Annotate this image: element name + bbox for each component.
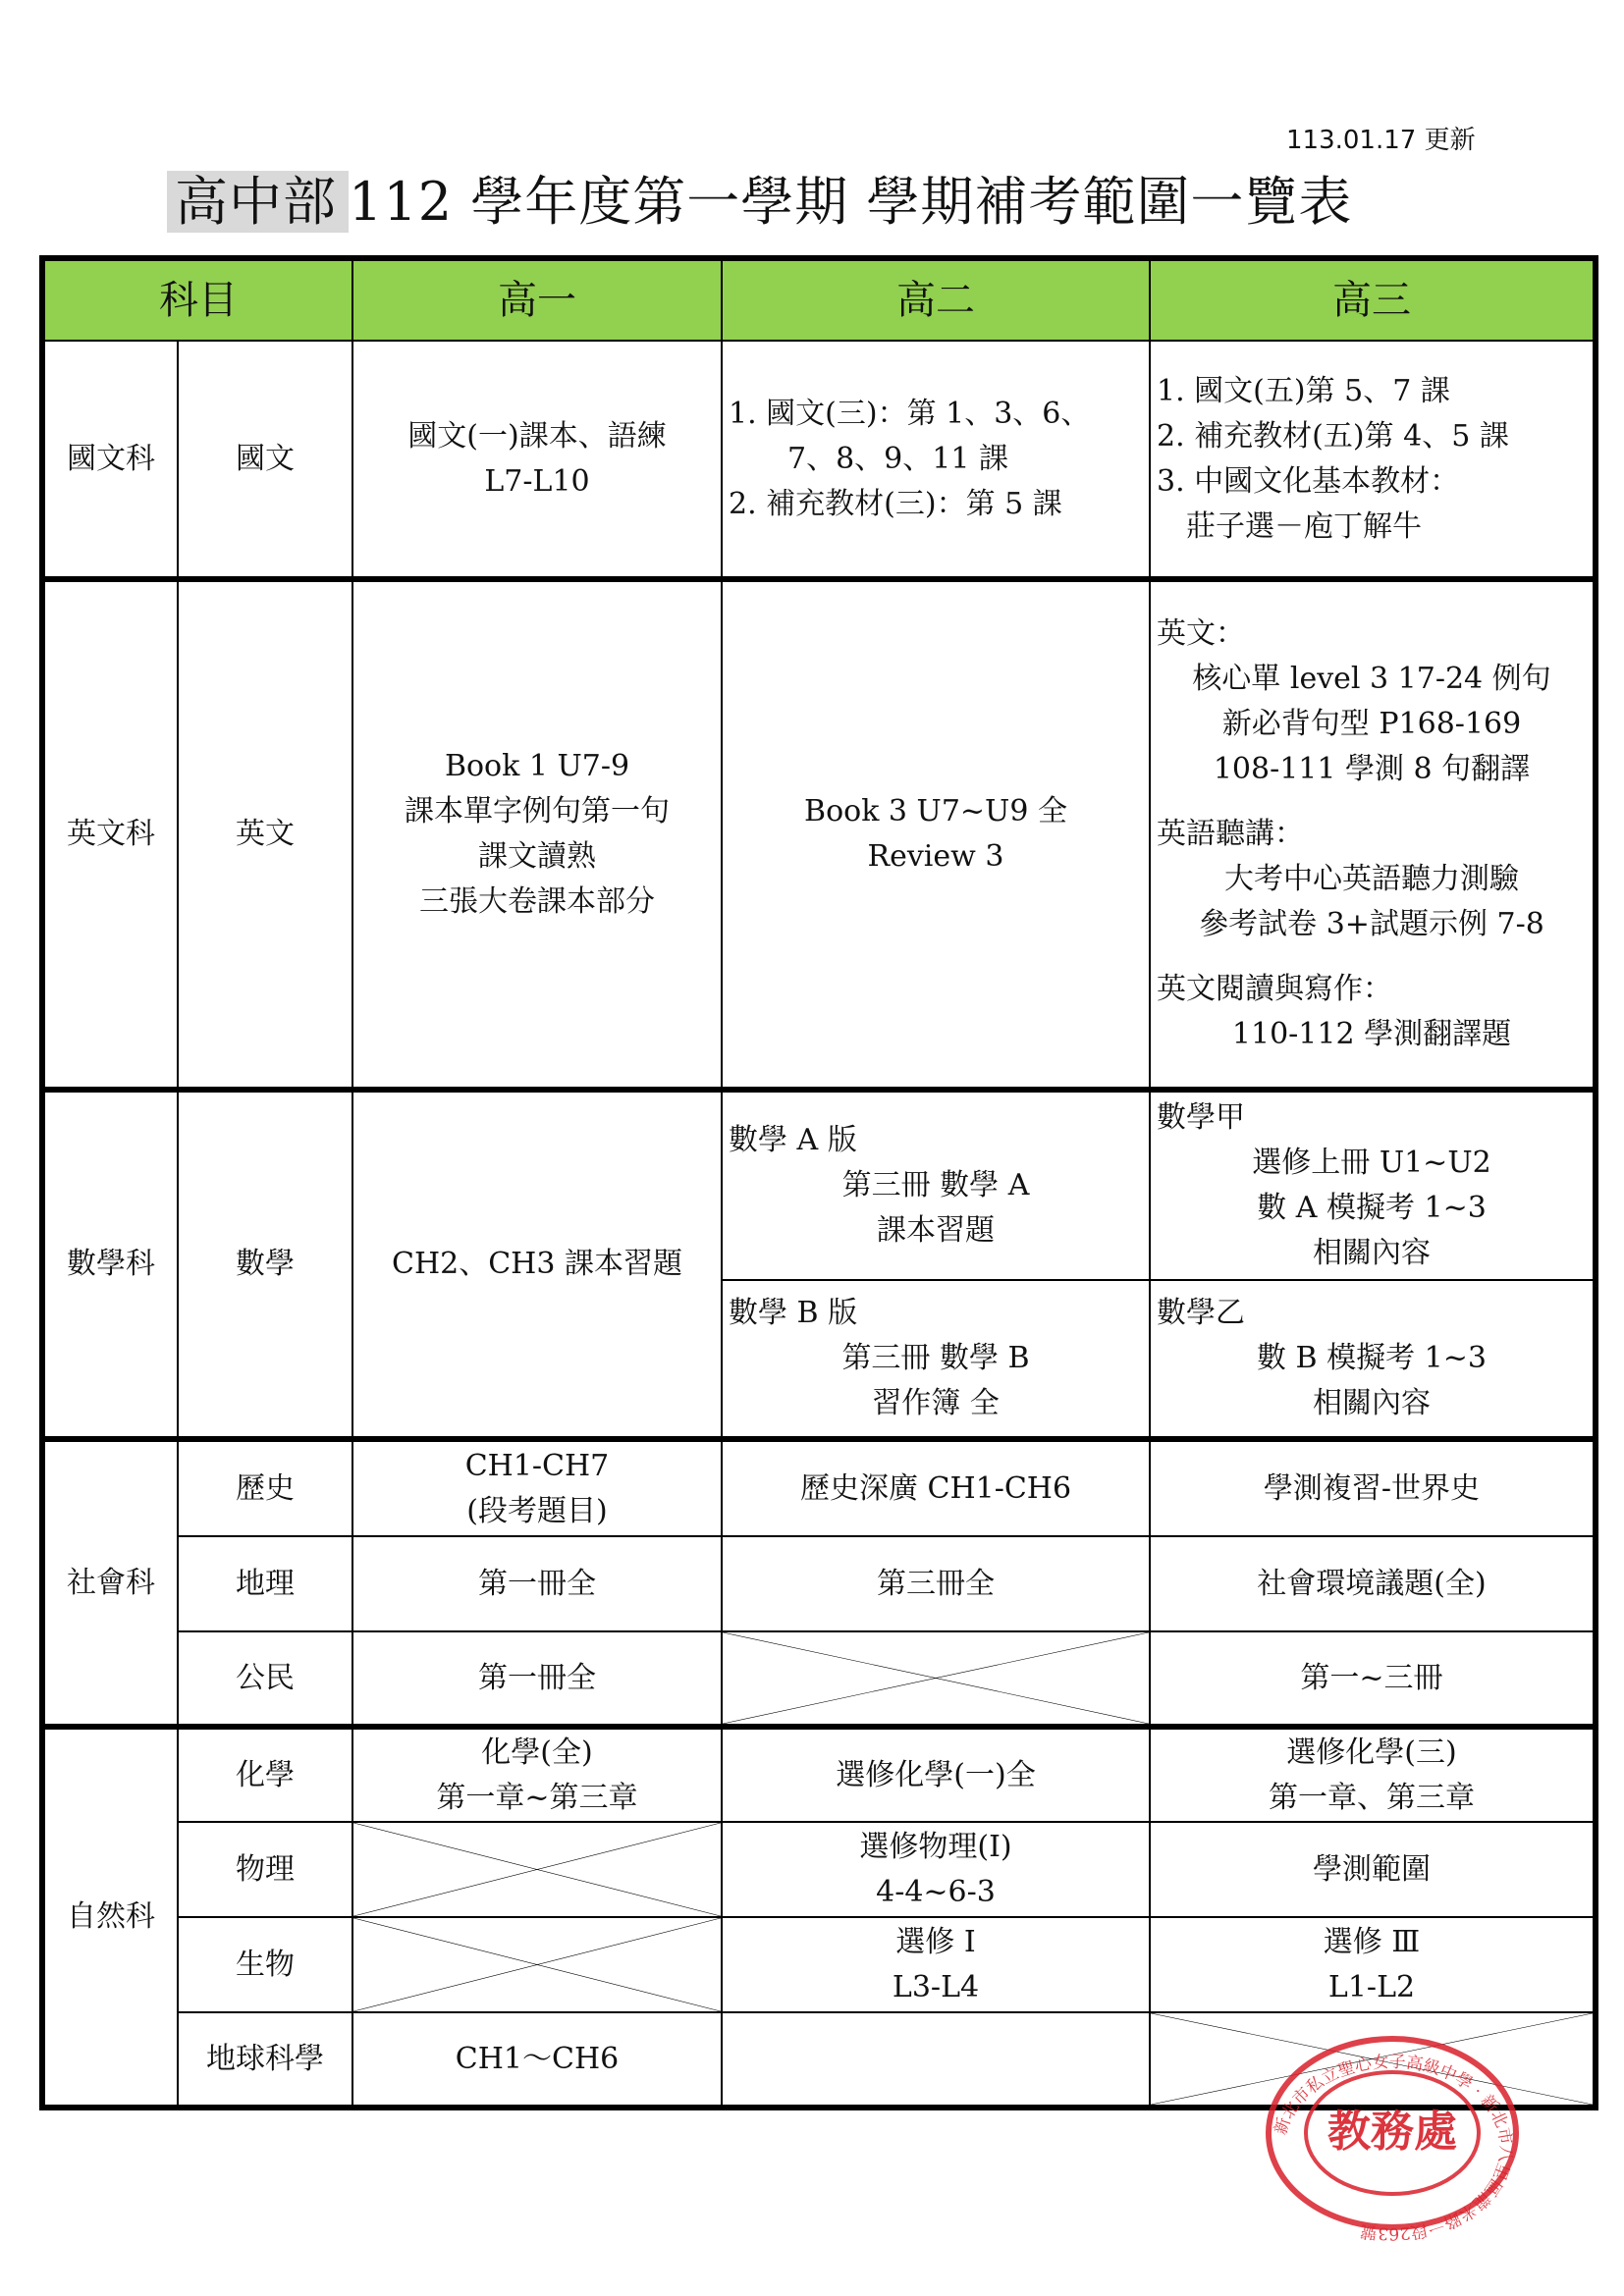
math-g1: CH2、CH3 課本習題 (352, 1090, 722, 1439)
seal-center-text: 教務處 (1327, 2107, 1457, 2157)
english-g3-heading-1: 英文： (1157, 616, 1245, 651)
math-g3-a (1150, 1090, 1596, 1280)
subject-civics: 公民 (178, 1631, 352, 1727)
row-history (42, 1439, 1596, 1536)
earth-science-g1: CH1～CH6 (352, 2012, 722, 2108)
english-g3-heading-3: 英文閱讀與寫作： (1157, 972, 1392, 1006)
history-g2: 歷史深廣 CH1-CH6 (722, 1439, 1150, 1536)
subject-english: 英文 (178, 579, 352, 1090)
math-g2-a-heading: 數學 A 版 (729, 1123, 857, 1157)
dept-social: 社會科 (42, 1439, 178, 1727)
subject-chinese: 國文 (178, 341, 352, 579)
physics-g2: 選修物理(I) 4-4~6-3 (722, 1822, 1150, 1917)
english-g3-heading-2: 英語聽講： (1157, 817, 1304, 851)
biology-g3: 選修 Ⅲ L1-L2 (1150, 1917, 1596, 2012)
row-chemistry (42, 1727, 1596, 1822)
page-title (167, 165, 1352, 240)
subject-physics: 物理 (178, 1822, 352, 1917)
physics-g3: 學測範圍 (1150, 1822, 1596, 1917)
math-g3-b (1150, 1280, 1596, 1439)
english-g1: Book 1 U7-9 課本單字例句第一句 課文讀熟 三張大卷課本部分 (352, 579, 722, 1090)
subject-geography: 地理 (178, 1536, 352, 1631)
history-g3: 學測複習-世界史 (1150, 1439, 1596, 1536)
header-grade-3: 高三 (1150, 258, 1596, 341)
seal-graphic (1245, 2020, 1540, 2246)
subject-chemistry: 化學 (178, 1727, 352, 1822)
header-row (42, 258, 1596, 341)
english-g2: Book 3 U7~U9 全 Review 3 (722, 579, 1150, 1090)
header-grade-2: 高二 (722, 258, 1150, 341)
title-division: 高中部 (167, 171, 349, 233)
biology-g2: 選修 Ⅰ L3-L4 (722, 1917, 1150, 2012)
geography-g3: 社會環境議題(全) (1150, 1536, 1596, 1631)
row-geography (42, 1536, 1596, 1631)
history-g1: CH1-CH7 (段考題目) (352, 1439, 722, 1536)
exam-range-table (39, 255, 1598, 2110)
math-g2-b-heading: 數學 B 版 (729, 1296, 858, 1330)
subject-math: 數學 (178, 1090, 352, 1439)
english-g3-body-2: 大考中心英語聽力測驗 參考試卷 3+試題示例 7-8 (1199, 862, 1544, 941)
earth-science-g2 (722, 2012, 1150, 2108)
math-g2-b (722, 1280, 1150, 1439)
math-g3-b-body: 數 B 模擬考 1~3 相關內容 (1257, 1341, 1487, 1420)
row-math-a (42, 1090, 1596, 1280)
update-note: 113.01.17 更新 (1286, 126, 1476, 155)
office-seal-stamp (1245, 2020, 1540, 2246)
title-main: 112 學年度第一學期 學期補考範圍一覽表 (349, 171, 1353, 233)
english-g3-body-1: 核心單 level 3 17-24 例句 新必背句型 P168-169 108-111 學測 8 句翻譯 (1192, 662, 1551, 786)
chinese-g1: 國文(一)課本、語練 L7-L10 (352, 341, 722, 579)
row-physics (42, 1822, 1596, 1917)
civics-g3: 第一~三冊 (1150, 1631, 1596, 1727)
header-subject: 科目 (42, 258, 352, 341)
math-g2-a-body: 第三冊 數學 A 課本習題 (841, 1168, 1030, 1248)
geography-g1: 第一冊全 (352, 1536, 722, 1631)
chemistry-g3: 選修化學(三) 第一章、第三章 (1150, 1727, 1596, 1822)
chinese-g2: 1. 國文(三)：第 1、3、6、 7、8、9、11 課 2. 補充教材(三)：第 5 課 (722, 341, 1150, 579)
dept-english: 英文科 (42, 579, 178, 1090)
chemistry-g1: 化學(全) 第一章~第三章 (352, 1727, 722, 1822)
dept-math: 數學科 (42, 1090, 178, 1439)
chinese-g3: 1. 國文(五)第 5、7 課 2. 補充教材(五)第 4、5 課 3. 中國文化基本教材： 莊子選－庖丁解牛 (1150, 341, 1596, 579)
dept-science: 自然科 (42, 1727, 178, 2108)
row-chinese (42, 341, 1596, 579)
seal-ring-text: 新北市私立聖心女子高級中學 · 新北市八里區龍米路一段263號 (1271, 2052, 1516, 2244)
subject-history: 歷史 (178, 1439, 352, 1536)
row-english (42, 579, 1596, 1090)
physics-g1-not-applicable (352, 1822, 722, 1917)
civics-g1: 第一冊全 (352, 1631, 722, 1727)
subject-biology: 生物 (178, 1917, 352, 2012)
geography-g2: 第三冊全 (722, 1536, 1150, 1631)
subject-earth-science: 地球科學 (178, 2012, 352, 2108)
english-g3 (1150, 579, 1596, 1090)
english-g3-body-3: 110-112 學測翻譯題 (1231, 1017, 1512, 1051)
dept-chinese: 國文科 (42, 341, 178, 579)
biology-g1-not-applicable (352, 1917, 722, 2012)
row-civics (42, 1631, 1596, 1727)
math-g2-b-body: 第三冊 數學 B 習作簿 全 (841, 1341, 1030, 1420)
civics-g2-not-applicable (722, 1631, 1150, 1727)
math-g3-b-heading: 數學乙 (1157, 1296, 1245, 1330)
math-g2-a (722, 1090, 1150, 1280)
math-g3-a-heading: 數學甲 (1157, 1100, 1245, 1135)
header-grade-1: 高一 (352, 258, 722, 341)
row-biology (42, 1917, 1596, 2012)
chemistry-g2: 選修化學(一)全 (722, 1727, 1150, 1822)
math-g3-a-body: 選修上冊 U1~U2 數 A 模擬考 1~3 相關內容 (1252, 1146, 1491, 1270)
